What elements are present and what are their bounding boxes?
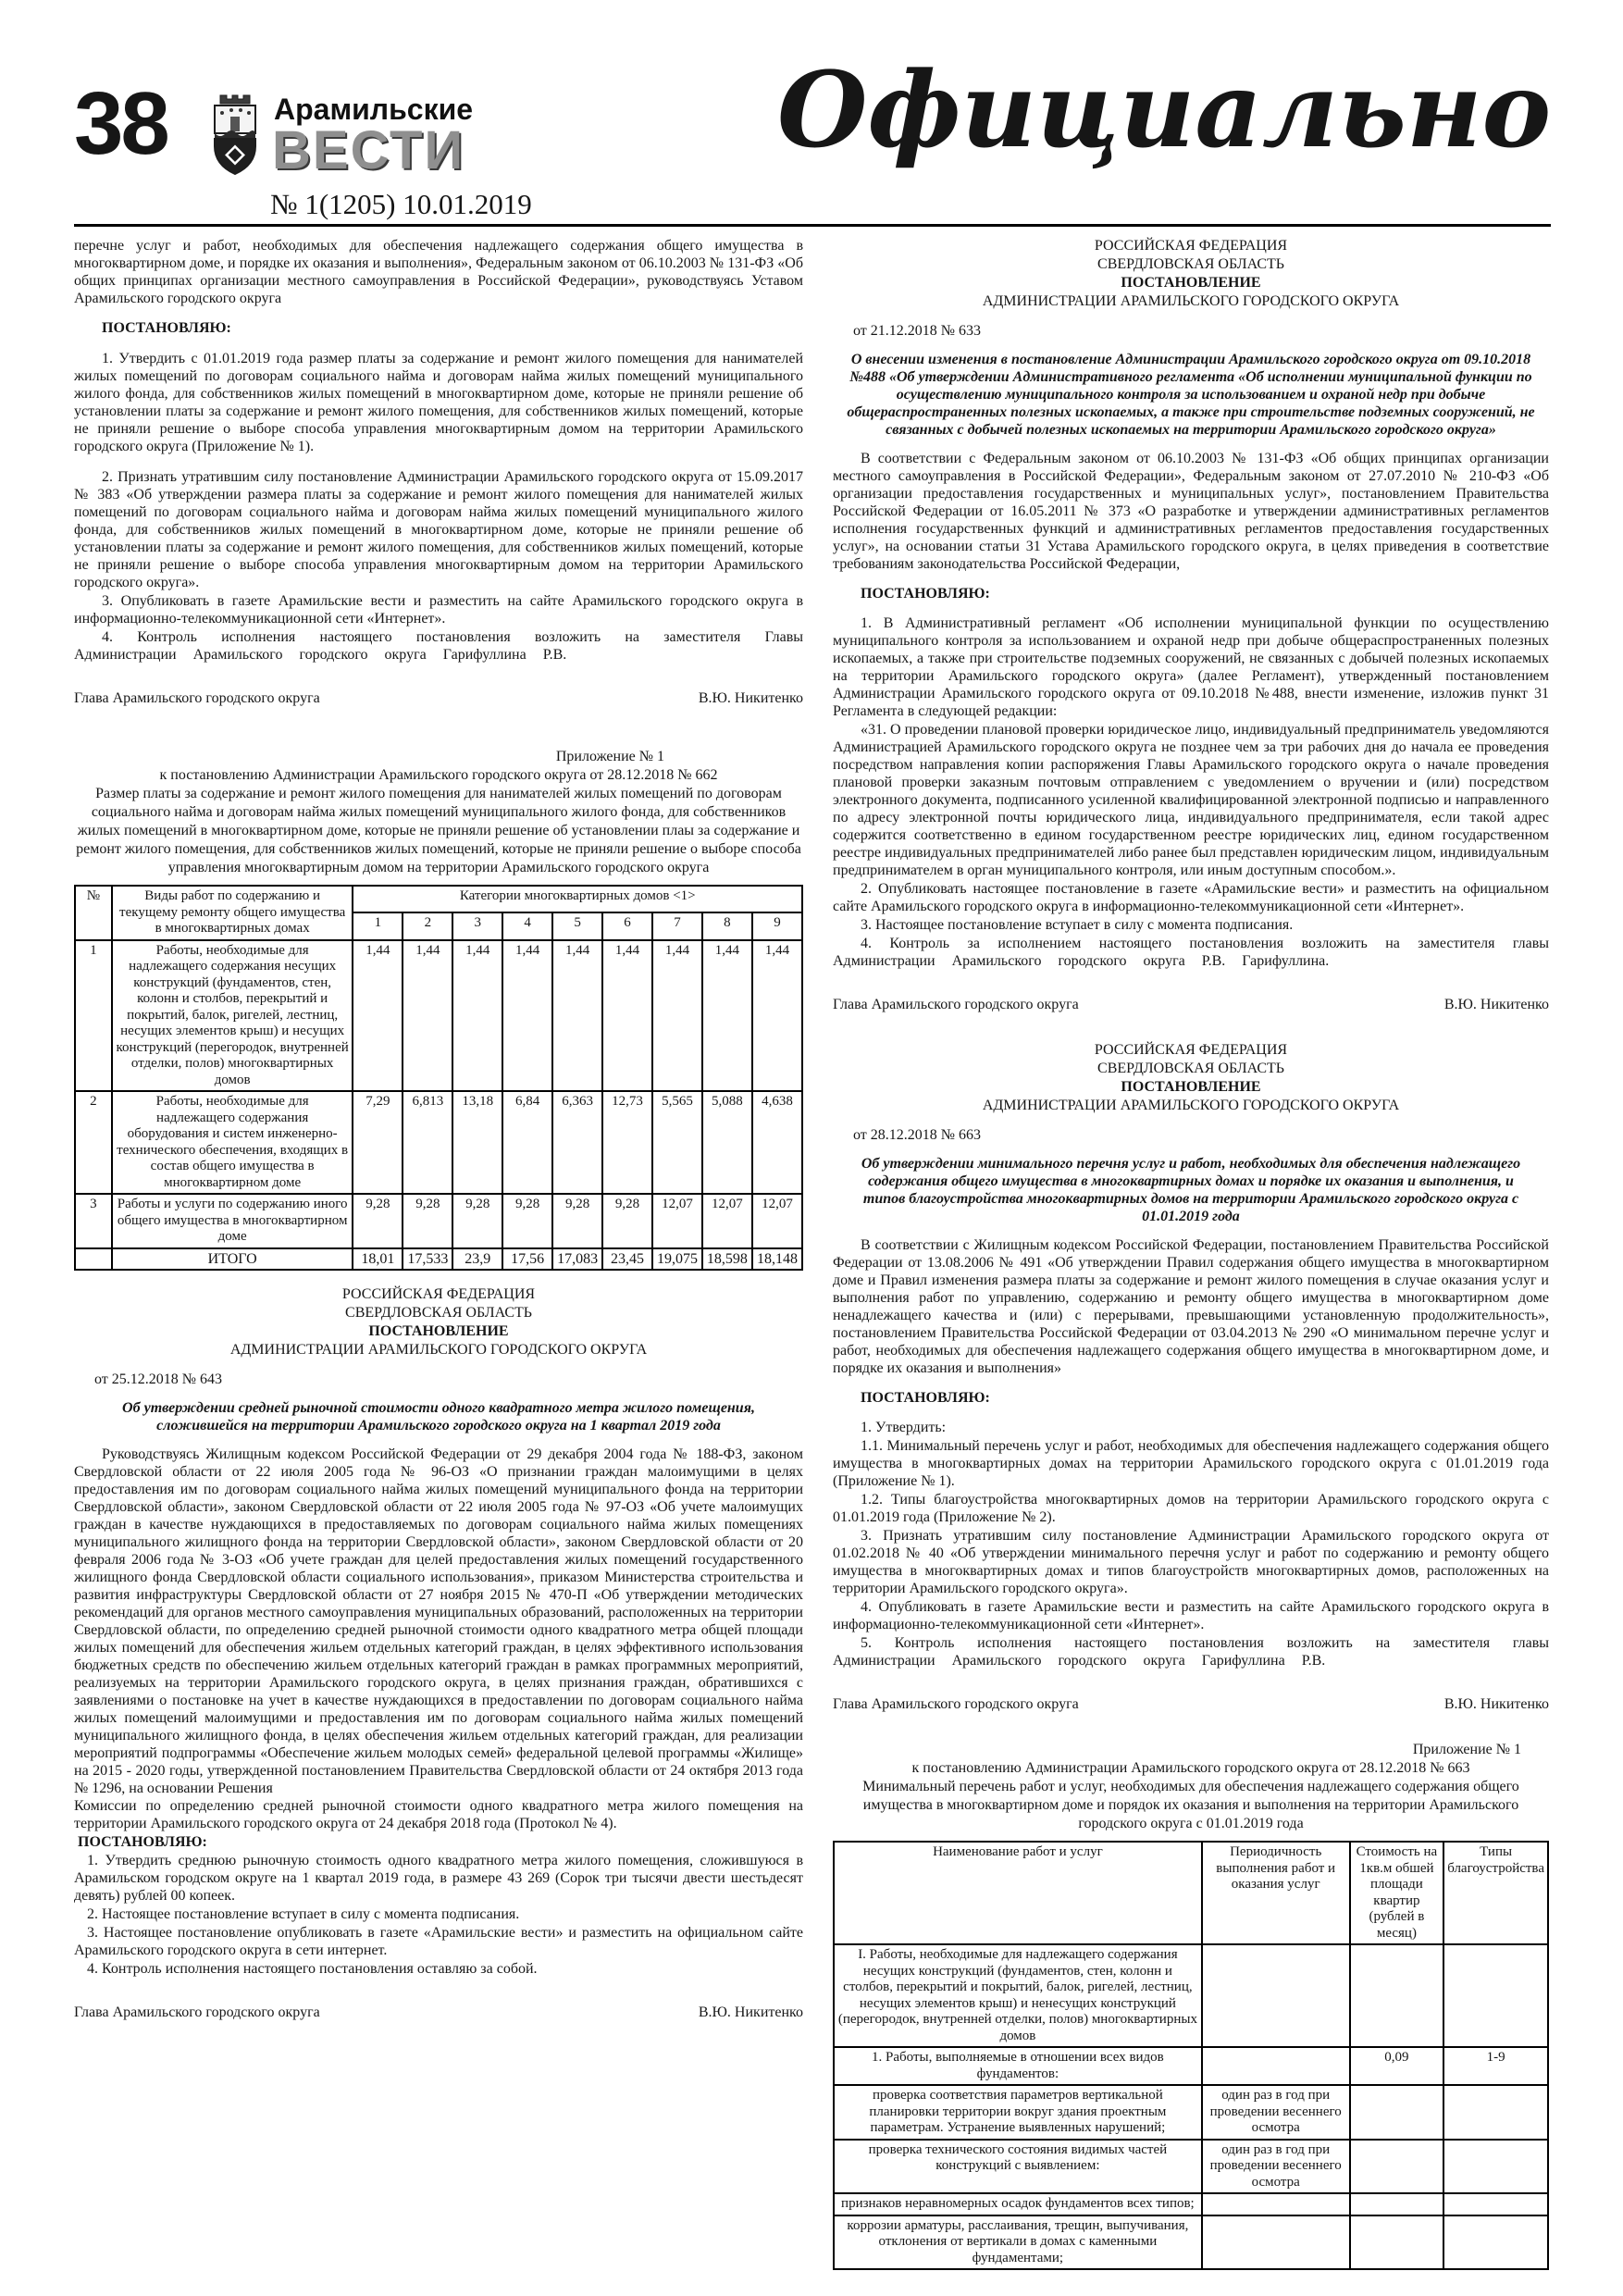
t1-total-label: ИТОГО — [112, 1248, 353, 1271]
t1-total-empty — [75, 1248, 112, 1271]
table-row — [834, 2140, 1548, 2194]
doc663-resolve-heading: ПОСТАНОВЛЯЮ: — [861, 1390, 990, 1406]
t1-total-value: 17,083 — [552, 1248, 602, 1271]
t1-cat: 3 — [452, 912, 502, 939]
t1-total-value: 18,598 — [702, 1248, 752, 1271]
t1-row-name: Работы, необходимые для надлежащего содержания несущих конструкций (фундаментов, стен, колонн и столбов, перекрытий и покрытий, балок, ригелей, лестниц, несущих элементов крыш) и несущих конструкций (перегородок, внутренней отделки, полов) многоквартирных домов — [112, 940, 353, 1092]
doc662-item-1: 1. Утвердить с 01.01.2019 года размер платы за содержание и ремонт жилого помещения для нанимателей жилых помещений по договорам социального найма и договорам найма жилых помещений муниципального жилого фонда, для собственников жилых помещений в многоквартирном доме, которые не приняли решение об установлении платы за содержание и ремонт жилого помещения, для собственников жилых помещений, которые не приняли решение о выборе способа управления многоквартирным домом на территории Арамильского городского округа (Приложение № 1). — [74, 351, 803, 454]
doc643-date-line: от 25.12.2018 № 643 — [94, 1371, 223, 1387]
doc633-item-2: 2. Опубликовать настоящее постановление в газете «Арамильские вести» и разместить на официальном сайте Арамильского городского округа в информационно-телекоммуникационной сети «Интернет». — [833, 881, 1549, 914]
signature-name: В.Ю. Никитенко — [1443, 1696, 1549, 1712]
authority-line: АДМИНИСТРАЦИИ АРАМИЛЬСКОГО ГОРОДСКОГО ОКРУГА — [229, 1342, 648, 1358]
t1-value: 1,44 — [702, 940, 752, 1092]
t1-total-value: 17,533 — [403, 1248, 452, 1271]
signature-name: В.Ю. Никитенко — [1443, 997, 1549, 1012]
doc663-header — [833, 1041, 1549, 1115]
doc662-signature-row — [74, 689, 803, 707]
t1-value: 4,638 — [752, 1091, 802, 1194]
doc662-item-4: 4. Контроль исполнения настоящего постановления возложить на заместителя Главы Администрации Арамильского городского округа Гарифуллина Р.В. — [74, 629, 803, 663]
t2-header-cost: Стоимость на 1кв.м обшей площади квартир (рублей в месяц) — [1350, 1842, 1444, 1944]
doc633-date-line: от 21.12.2018 № 633 — [853, 323, 982, 339]
doc662-lead-paragraph: перечне услуг и работ, необходимых для обеспечения надлежащего содержания общего имущества в многоквартирном доме, и порядке их оказания и выполнения», Федеральным законом от 06.10.2003 № 131-ФЗ «Об общих принципах организации местного самоуправления в Российской Федерации», руководствуясь Уставом Арамильского городского округа — [74, 238, 803, 306]
doc663-intro: В соответствии с Жилищным кодексом Российской Федерации, постановлением Правительства Российской Федерации от 13.08.2006 № 491 «Об утверждении Правил содержания общего имущества в многоквартирном доме и Правил изменения размера платы за содержание и ремонт жилого помещения в случае оказания услуг и выполнения работ по управлению, содержанию и ремонту общего имущества в многоквартирном доме ненадлежащего качества и (или) с перерывами, превышающими установленную продолжительность», постановлением Правительства Российской Федерации от 03.04.2013 № 290 «О минимальном перечне услуг и работ, необходимых для обеспечения надлежащего содержания общего имущества в многоквартирном доме, и порядке их оказания и выполнения» — [833, 1237, 1549, 1376]
doc662-resolve-heading: ПОСТАНОВЛЯЮ: — [102, 320, 231, 336]
t2-period — [1202, 2193, 1350, 2215]
t1-total-value: 23,45 — [602, 1248, 652, 1271]
table-total-row — [75, 1248, 802, 1271]
doc663-item-4: 4. Опубликовать в газете Арамильские вести и разместить на сайте Арамильского городского округа в информационно-телекоммуникационной сети «Интернет». — [833, 1599, 1549, 1632]
t1-total-value: 19,075 — [652, 1248, 702, 1271]
t1-header-categories: Категории многоквартирных домов <1> — [353, 886, 802, 912]
appendix-title: Минимальный перечень работ и услуг, необходимых для обеспечения надлежащего содержания общего имущества в многоквартирном доме и порядок их оказания и выполнения на территории Арамильского городского округа с 01.01.2019 года — [862, 1779, 1519, 1831]
t1-value: 1,44 — [452, 940, 502, 1092]
table-row — [834, 2085, 1548, 2140]
t1-value: 5,088 — [702, 1091, 752, 1194]
doc633-resolve-heading: ПОСТАНОВЛЯЮ: — [861, 586, 990, 602]
t1-value: 1,44 — [552, 940, 602, 1092]
t2-header-period: Периодичность выполнения работ и оказания услуг — [1202, 1842, 1350, 1944]
t1-cat: 2 — [403, 912, 452, 939]
doc-type-line: ПОСТАНОВЛЕНИЕ — [1121, 1079, 1261, 1095]
section-title: Официально — [777, 50, 1552, 171]
t2-header-types: Типы благоустройства — [1443, 1842, 1548, 1944]
t2-name: коррозии арматуры, расслаивания, трещин, выпучивания, отклонения от вертикали в домах с каменными фундаментами; — [834, 2215, 1202, 2270]
region-line: СВЕРДЛОВСКАЯ ОБЛАСТЬ — [345, 1305, 532, 1321]
appendix-label: Приложение № 1 — [1412, 1742, 1521, 1757]
doc663-signature-row — [833, 1695, 1549, 1713]
doc663-item-1-2: 1.2. Типы благоустройства многоквартирных домов на территории Арамильского городского округа с 01.01.2019 года (Приложение № 2). — [833, 1492, 1549, 1525]
t2-types — [1443, 2193, 1548, 2215]
appendix-label: Приложение № 1 — [555, 749, 664, 764]
doc633-title: О внесении изменения в постановление Администрации Арамильского городского округа от 09.10.2018 №488 «Об утверждении Административного регламента «Об исполнении муниципальной функции по осуществлению муниципального контроля за использованием и охраной недр при добыче общераспространенных полезных ископаемых, а также при строительстве подземных сооружений, не связанных с добычей полезных ископаемых на территории Арамильского городского округа» — [847, 352, 1535, 438]
country-line: РОССИЙСКАЯ ФЕДЕРАЦИЯ — [1094, 238, 1288, 254]
coat-of-arms-icon — [207, 93, 263, 178]
doc633-item-3: 3. Настоящее постановление вступает в силу с момента подписания. — [861, 917, 1294, 933]
t1-total-value: 18,148 — [752, 1248, 802, 1271]
t1-cat: 7 — [652, 912, 702, 939]
signature-title: Глава Арамильского городского округа — [74, 690, 320, 706]
t1-value: 1,44 — [752, 940, 802, 1092]
signature-name: В.Ю. Никитенко — [698, 2004, 803, 2020]
issue-line: № 1(1205) 10.01.2019 — [270, 188, 532, 220]
t2-period — [1202, 2047, 1350, 2085]
left-column — [74, 237, 803, 2049]
t1-row-name: Работы и услуги по содержанию иного общего имущества в многоквартирном доме — [112, 1194, 353, 1248]
doc663-item-5: 5. Контроль исполнения настоящего постановления возложить на заместителя главы Администрации Арамильского городского округа Гарифуллина Р.В. — [833, 1635, 1549, 1669]
t1-row-num: 3 — [75, 1194, 112, 1248]
brand-name-bottom: ВЕСТИ — [272, 120, 465, 180]
doc663-item-1: 1. Утвердить: — [861, 1420, 947, 1435]
doc633-intro: В соответствии с Федеральным законом от 06.10.2003 № 131-ФЗ «Об общих принципах организации местного самоуправления в Российской Федерации», Федеральным законом от 27.07.2010 № 210-ФЗ «Об организации предоставления государственных и муниципальных услуг», постановлением Правительства Российской Федерации от 16.05.2011 № 373 «О разработке и утверждении административных регламентов исполнения государственных функций и административных регламентов предоставления государственных услуг», на основании статьи 31 Устава Арамильского городского округа, в целях приведения в соответствие требованиям законодательства Российской Федерации, — [833, 451, 1549, 572]
t1-total-value: 17,56 — [502, 1248, 552, 1271]
t1-value: 1,44 — [403, 940, 452, 1092]
t2-period: один раз в год при проведении весеннего осмотра — [1202, 2140, 1350, 2194]
doc643-item-1: 1. Утвердить среднюю рыночную стоимость одного квадратного метра жилого помещения, сложившуюся в Арамильском городском округе на 1 квартал 2019 года, в размере 43 269 (Сорок три тысячи двести шестьдесят девять) рублей 00 копеек. — [74, 1853, 803, 1904]
t1-value: 9,28 — [602, 1194, 652, 1248]
country-line: РОССИЙСКАЯ ФЕДЕРАЦИЯ — [341, 1286, 536, 1302]
region-line: СВЕРДЛОВСКАЯ ОБЛАСТЬ — [1097, 256, 1284, 272]
t1-value: 5,565 — [652, 1091, 702, 1194]
table-row — [834, 1944, 1548, 2047]
t2-cost — [1350, 2193, 1444, 2215]
t1-value: 12,07 — [752, 1194, 802, 1248]
t2-period — [1202, 2215, 1350, 2270]
t2-name: проверка соответствия параметров вертикальной планировки территории вокруг здания проектным параметрам. Устранение выявленных нарушений; — [834, 2085, 1202, 2140]
doc643-body-1: Руководствуясь Жилищным кодексом Российской Федерации от 29 декабря 2004 года № 188-ФЗ, законом Свердловской области от 22 июля 2005 года № 96-ОЗ «О признании граждан малоимущими в целях предоставления им по договорам социального найма жилых помещений муниципального фонда на территории Свердловской области», законом Свердловской области от 22 июля 2005 года № 97-ОЗ «Об учете малоимущих граждан в качестве нуждающихся в предоставляемых по договорам социального найма жилых помещениях муниципального жилищного фонда на территории Свердловской области», законом Свердловской области от 20 февраля 2006 года № 3-ОЗ «Об учете граждан для целей предоставления жилых помещений государственного жилищного фонда Свердловской области социального использования», приказом Министерства строительства и развития инфраструктуры Свердловской области от 27 ноября 2015 № 470-П «Об утверждении методических рекомендаций для органов местного самоуправления муниципальных образований, расположенных на территории Свердловской области, по определению средней рыночной стоимости одного квадратного метра общей площади жилых помещений для обеспечения жильем отдельных категорий граждан, в целях эффективного использования бюджетных средств по обеспечению жильем отдельных категорий граждан в рамках программных мероприятий, реализуемых на территории Арамильского городского округа, в целях признания граждан, обратившихся с заявлениями о постановке на учет в качестве нуждающихся в предоставлении по договорам социального найма жилых помещений малоимущими и предоставления им по договорам социального найма жилых помещений муниципального жилищного фонда, в целях обеспечения жильем отдельных категорий граждан, для реализации мероприятий подпрограммы «Обеспечение жильем молодых семей» федеральной целевой программы «Жилище» на 2015 - 2020 годы, утвержденной постановлением Правительства Свердловской области от 24 октября 2013 года № 1296, на основании Решения — [74, 1446, 803, 1796]
t2-name: 1. Работы, выполняемые в отношении всех видов фундаментов: — [834, 2047, 1202, 2085]
t1-cat: 9 — [752, 912, 802, 939]
doc662-item-3: 3. Опубликовать в газете Арамильские вести и разместить на сайте Арамильского городского округа в информационно-телекоммуникационной сети «Интернет». — [74, 593, 803, 627]
t2-types — [1443, 2140, 1548, 2194]
t2-types — [1443, 1944, 1548, 2047]
t2-period — [1202, 1944, 1350, 2047]
t1-cat: 5 — [552, 912, 602, 939]
doc663-date-line: от 28.12.2018 № 663 — [853, 1127, 982, 1143]
t1-value: 9,28 — [353, 1194, 403, 1248]
t1-cat: 8 — [702, 912, 752, 939]
doc643-item-3: 3. Настоящее постановление опубликовать в газете «Арамильские вести» и разместить на официальном сайте Арамильского городского округа в сети интернет. — [74, 1925, 803, 1958]
doc643-body-2: Комиссии по определению средней рыночной стоимости одного квадратного метра жилого помещения на территории Арамильского городского округа от 24 декабря 2018 года (Протокол № 4). — [74, 1798, 803, 1831]
t1-value: 9,28 — [452, 1194, 502, 1248]
minimal-works-table — [833, 1841, 1549, 2270]
table-row — [834, 2047, 1548, 2085]
doc643-header — [74, 1285, 803, 1359]
signature-title: Глава Арамильского городского округа — [74, 2004, 320, 2020]
t2-period: один раз в год при проведении весеннего осмотра — [1202, 2085, 1350, 2140]
t1-row-num: 1 — [75, 940, 112, 1092]
t1-header-works: Виды работ по содержанию и текущему ремонту общего имущества в многоквартирных домах — [112, 886, 353, 940]
t1-value: 7,29 — [353, 1091, 403, 1194]
t1-value: 6,813 — [403, 1091, 452, 1194]
region-line: СВЕРДЛОВСКАЯ ОБЛАСТЬ — [1097, 1061, 1284, 1076]
doc663-item-3: 3. Признать утратившим силу постановление Администрации Арамильского городского округа от 01.02.2018 № 40 «Об утверждении минимального перечня услуг и работ по содержанию и ремонту общего имущества в многоквартирных домах и типов благоустройств многоквартирных домов, расположенных на территории Арамильского городского округа». — [833, 1528, 1549, 1596]
t1-total-value: 18,01 — [353, 1248, 403, 1271]
t1-value: 6,363 — [552, 1091, 602, 1194]
country-line: РОССИЙСКАЯ ФЕДЕРАЦИЯ — [1094, 1042, 1288, 1058]
signature-title: Глава Арамильского городского округа — [833, 1696, 1079, 1712]
doc633-item-4: 4. Контроль за исполнением настоящего постановления возложить на заместителя главы Администрации Арамильского городского округа Р.В. Гарифуллина. — [833, 936, 1549, 969]
t1-value: 6,84 — [502, 1091, 552, 1194]
t2-types — [1443, 2085, 1548, 2140]
t1-value: 12,07 — [652, 1194, 702, 1248]
t2-types: 1-9 — [1443, 2047, 1548, 2085]
t2-name: проверка технического состояния видимых частей конструкций с выявлением: — [834, 2140, 1202, 2194]
t1-value: 13,18 — [452, 1091, 502, 1194]
t1-value: 9,28 — [552, 1194, 602, 1248]
t2-cost — [1350, 2140, 1444, 2194]
appendix663-heading — [833, 1741, 1549, 1833]
authority-line: АДМИНИСТРАЦИИ АРАМИЛЬСКОГО ГОРОДСКОГО ОКРУГА — [982, 1098, 1400, 1113]
t1-total-value: 23,9 — [452, 1248, 502, 1271]
table-row — [75, 1091, 802, 1194]
t1-cat: 6 — [602, 912, 652, 939]
page-number: 38 — [74, 74, 167, 173]
t1-header-num: № — [75, 886, 112, 940]
t2-types — [1443, 2215, 1548, 2270]
doc663-item-1-1: 1.1. Минимальный перечень услуг и работ, необходимых для обеспечения надлежащего содержания общего имущества в многоквартирных домах на территории Арамильского городского округа с 01.01.2019 года (Приложение № 1). — [833, 1438, 1549, 1489]
t2-cost — [1350, 2085, 1444, 2140]
doc633-header — [833, 237, 1549, 311]
doc662-item-2: 2. Признать утратившим силу постановление Администрации Арамильского городского округа от 15.09.2017 № 383 «Об утверждении размера платы за содержание и ремонт жилого помещения для нанимателей жилых помещений по договорам социального найма и договорам найма жилых помещений муниципального жилого фонда, для собственников жилых помещений в многоквартирном доме, которые не приняли решение об установлении платы за содержание и ремонт жилого помещения, для собственников жилых помещений, которые не приняли решение о выборе способа управления многоквартирным домом на территории Арамильского городского округа». — [74, 469, 803, 590]
t1-value: 1,44 — [502, 940, 552, 1092]
doc643-title: Об утверждении средней рыночной стоимости одного квадратного метра жилого помещения, сложившейся на территории Арамильского городского округа на 1 квартал 2019 года — [122, 1400, 755, 1433]
t1-row-name: Работы, необходимые для надлежащего содержания оборудования и систем инженерно-технического обеспечения, входящих в состав общего имущества в многоквартирном доме — [112, 1091, 353, 1194]
t1-cat: 1 — [353, 912, 403, 939]
t1-value: 12,07 — [702, 1194, 752, 1248]
t1-value: 1,44 — [602, 940, 652, 1092]
table-row — [834, 2215, 1548, 2270]
t1-cat: 4 — [502, 912, 552, 939]
doc643-signature-row — [74, 2004, 803, 2021]
payment-rates-table — [74, 885, 803, 1271]
masthead — [0, 0, 1623, 228]
doc-type-line: ПОСТАНОВЛЕНИЕ — [368, 1323, 509, 1339]
appendix-to-line: к постановлению Администрации Арамильского городского округа от 28.12.2018 № 662 — [159, 767, 718, 783]
t2-cost: 0,09 — [1350, 2047, 1444, 2085]
t1-value: 12,73 — [602, 1091, 652, 1194]
header-divider — [74, 224, 1551, 227]
t2-cost — [1350, 2215, 1444, 2270]
doc643-item-2: 2. Настоящее постановление вступает в силу с момента подписания. — [87, 1906, 520, 1922]
t1-row-num: 2 — [75, 1091, 112, 1194]
doc633-point-31: «31. О проведении плановой проверки юридическое лицо, индивидуальный предприниматель уведомляются Администрацией Арамильского городского округа не позднее чем за три рабочих дня до начала ее проведения посредством направления копии распоряжения Главы Арамильского городского округа о начале проведения плановой проверки заказным почтовым отправлением с уведомлением о вручении и (или) посредством электронного документа, подписанного усиленной квалифицированной электронной подписью и направленного по адресу электронной почты юридического лица, индивидуального предпринимателя, если такой адрес содержится соответственно в едином государственном реестре юридических лиц, едином государственном реестре индивидуальных предпринимателей либо ранее был представлен юридическим лицом, индивидуальным предпринимателем в орган муниципального контроля, или иным доступным способом.». — [833, 722, 1549, 878]
doc643-item-4: 4. Контроль исполнения настоящего постановления оставляю за собой. — [87, 1961, 538, 1977]
right-column — [833, 237, 1549, 2285]
table-row — [75, 1194, 802, 1248]
t2-cost — [1350, 1944, 1444, 2047]
appendix-to-line: к постановлению Администрации Арамильского городского округа от 28.12.2018 № 663 — [911, 1760, 1470, 1776]
signature-title: Глава Арамильского городского округа — [833, 997, 1079, 1012]
t2-name: I. Работы, необходимые для надлежащего содержания несущих конструкций (фундаментов, стен, колонн и столбов, перекрытий и покрытий, балок, ригелей, лестниц, несущих элементов крыш) и ненесущих конструкций (перегородок, внутренней отделки, полов) многоквартирных домов — [834, 1944, 1202, 2047]
doc633-signature-row — [833, 996, 1549, 1013]
t2-header-name: Наименование работ и услуг — [834, 1842, 1202, 1944]
t2-name: признаков неравномерных осадок фундаментов всех типов; — [834, 2193, 1202, 2215]
doc633-item-1: 1. В Административный регламент «Об исполнении муниципальной функции по осуществлению муниципального контроля за использованием и охраной недр при добыче общераспространенных полезных ископаемых, а также при строительстве подземных сооружений, не связанных с добычей полезных ископаемых на территории Арамильского городского округа» (далее Регламент), утвержденный постановлением Администрации Арамильского городского округа от 09.10.2018 №488, внести изменение, изложив пункт 31 Регламента в следующей редакции: — [833, 615, 1549, 719]
brand-name-top: Арамильские — [274, 93, 474, 126]
table-row — [75, 940, 802, 1092]
doc-type-line: ПОСТАНОВЛЕНИЕ — [1121, 275, 1261, 291]
appendix-title: Размер платы за содержание и ремонт жилого помещения для нанимателей жилых помещений по договорам социального найма и договорам найма жилых помещений муниципального жилого фонда, для собственников жилых помещений в многоквартирном доме, которые не приняли решение об установлении плаы за содержание и ремонт жилого помещения, для собственников жилых помещений, которые не приняли решение о выборе способа управления многоквартирным домом на территории Арамильского городского округа — [76, 786, 801, 875]
table-row — [834, 2193, 1548, 2215]
doc643-resolve-heading: ПОСТАНОВЛЯЮ: — [78, 1834, 207, 1850]
signature-name: В.Ю. Никитенко — [698, 690, 803, 706]
appendix662-heading — [74, 748, 803, 877]
t1-value: 1,44 — [652, 940, 702, 1092]
t1-value: 1,44 — [353, 940, 403, 1092]
t1-value: 9,28 — [403, 1194, 452, 1248]
doc663-title: Об утверждении минимального перечня услуг и работ, необходимых для обеспечения надлежащего содержания общего имущества в многоквартирных домах и порядке их оказания и выполнения, и типов благоустройства многоквартирных домов на территории Арамильского городского округа с 01.01.2019 года — [861, 1156, 1521, 1224]
authority-line: АДМИНИСТРАЦИИ АРАМИЛЬСКОГО ГОРОДСКОГО ОКРУГА — [982, 293, 1400, 309]
t1-value: 9,28 — [502, 1194, 552, 1248]
